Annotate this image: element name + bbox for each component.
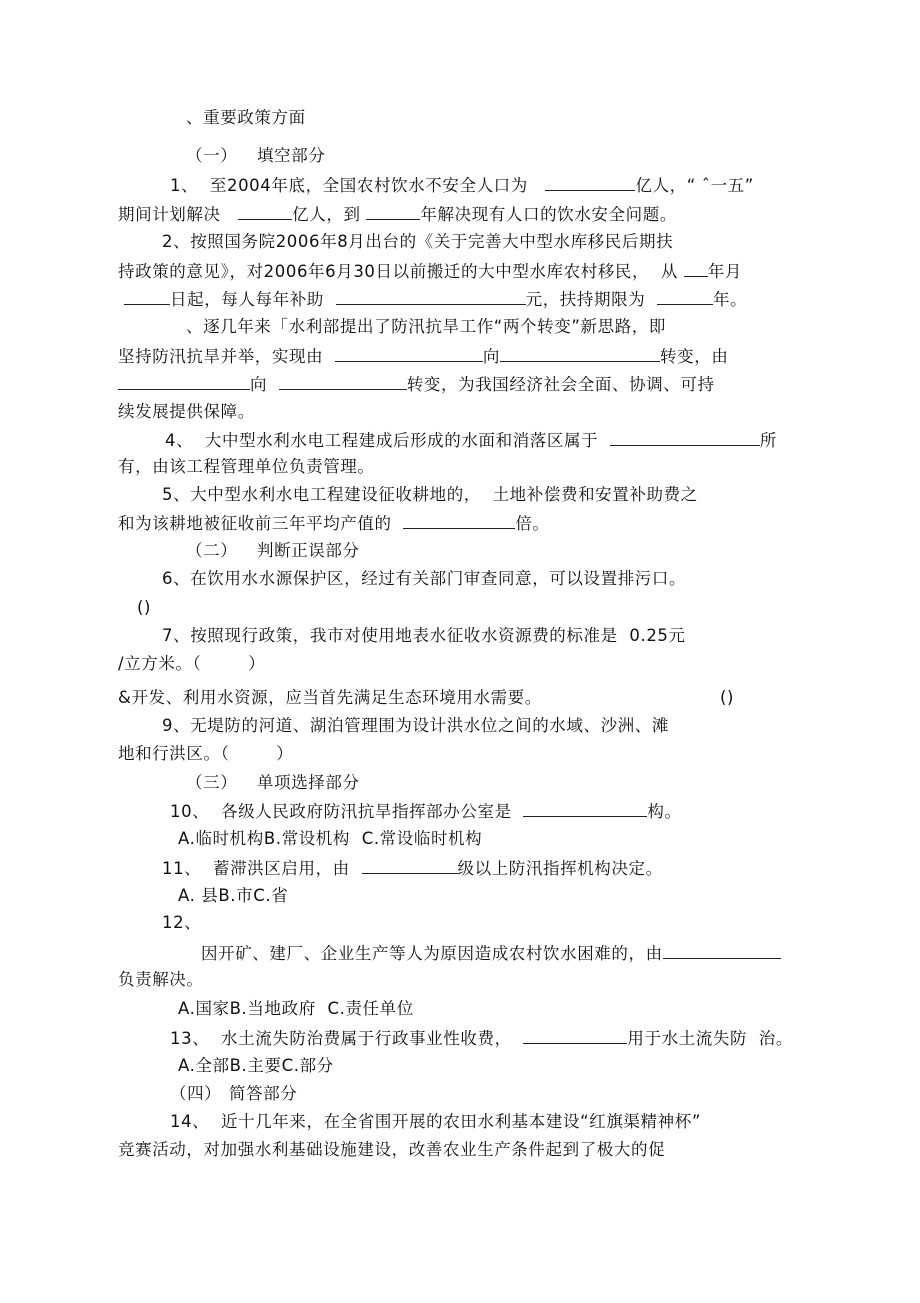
q3-line-2: 坚持防汛抗旱并举，实现由 向 转变，由 (118, 347, 729, 366)
subsection-4-title: 简答部分 (229, 1084, 298, 1103)
q5-line-1: 5、大中型水利水电工程建设征收耕地的， 土地补偿费和安置补助费之 (162, 485, 698, 504)
q10-options: A.临时机构B.常设机构 C.常设临时机构 (178, 829, 483, 848)
blank (362, 857, 458, 874)
blank (523, 800, 647, 817)
subsection-2-number: （二） (186, 541, 238, 560)
blank (335, 345, 483, 362)
blank (238, 203, 292, 220)
subsection-1-number: （一） (186, 146, 238, 165)
q7-line-2: /立方米。（ ） (118, 654, 266, 673)
subsection-4-number: （四） (170, 1084, 222, 1103)
blank (124, 288, 170, 305)
q14-line-2: 竞赛活动，对加强水利基础设施建设，改善农业生产条件起到了极大的促 (118, 1140, 666, 1159)
q1-line-1: 1、 至2004年底，全国农村饮水不安全人口为 亿人，“ ˆ一五” (170, 176, 754, 195)
blank (366, 203, 420, 220)
q9-line-1: 9、无堤防的河道、湖泊管理围为设计洪水位之间的水域、沙洲、滩 (162, 716, 669, 735)
q13-options: A.全部B.主要C.部分 (178, 1056, 334, 1075)
q2-line-1: 2、按照国务院2006年8月出台的《关于完善大中型水库移民后期扶 (162, 232, 674, 251)
q4-line-1: 4、 大中型水利水电工程建成后形成的水面和消落区属于 所 (165, 431, 777, 450)
q6-line-1: 6、在饮用水水源保护区，经过有关部门审查同意，可以设置排污口。 (162, 569, 687, 588)
q12-line-1: 因开矿、建厂、企业生产等人为原因造成农村饮水困难的，由 (201, 942, 781, 964)
subsection-3-number: （三） (186, 773, 238, 792)
q1-line-2: 期间计划解决 亿人，到 年解决现有人口的饮水安全问题。 (118, 205, 677, 224)
blank (403, 512, 515, 529)
blank (657, 288, 713, 305)
blank (118, 373, 250, 390)
subsection-2-title: 判断正误部分 (257, 541, 360, 560)
blank (279, 373, 407, 390)
blank (500, 345, 660, 362)
section-heading: 、重要政策方面 (186, 108, 306, 127)
blank (610, 429, 760, 446)
q12-options: A.国家B.当地政府 C.责任单位 (178, 999, 414, 1018)
q14-line-1: 14、 近十几年来，在全省围开展的农田水利基本建设“红旗渠精神杯” (170, 1112, 701, 1131)
q5-line-2: 和为该耕地被征收前三年平均产值的 倍。 (118, 514, 550, 533)
q3-line-3: 向 转变，为我国经济社会全面、协调、可持 (118, 373, 715, 395)
q7-line-1: 7、按照现行政策，我市对使用地表水征收水资源费的标准是 0.25元 (162, 626, 686, 645)
q3-line-1: 、逐几年来「水利部提出了防汛抗旱工作“两个转变”新思路，即 (186, 317, 666, 336)
blank (545, 174, 635, 191)
q11-line: 11、 蓄滞洪区启用，由 级以上防汛指挥机构决定。 (162, 859, 663, 878)
blank (663, 942, 781, 959)
q12-line-2: 负责解决。 (118, 970, 204, 989)
q6-answer-bracket: () (137, 598, 152, 617)
q4-line-2: 有，由该工程管理单位负责管理。 (118, 457, 375, 476)
q13-line: 13、 水土流失防治费属于行政事业性收费， 用于水土流失防 治。 (170, 1029, 793, 1048)
blank (684, 260, 708, 277)
blank (523, 1027, 627, 1044)
q8-answer-bracket: () (720, 688, 735, 707)
subsection-1-title: 填空部分 (257, 146, 326, 165)
q12-number: 12、 (162, 913, 202, 932)
q9-line-2: 地和行洪区。（ ） (118, 744, 294, 763)
q10-line: 10、 各级人民政府防汛抗旱指挥部办公室是 构。 (170, 802, 682, 821)
q11-options: A. 县B.市C.省 (178, 886, 289, 905)
subsection-3-title: 单项选择部分 (257, 773, 360, 792)
q2-line-2: 持政策的意见》，对2006年6月30日以前搬迁的大中型水库农村移民， 从 年月 (118, 262, 742, 281)
q2-line-3: 日起，每人每年补助 元，扶持期限为 年。 (124, 288, 747, 310)
q8-line: &开发、利用水资源，应当首先满足生态环境用水需要。 (118, 688, 542, 707)
blank (336, 288, 526, 305)
q3-line-4: 续发展提供保障。 (118, 402, 255, 421)
